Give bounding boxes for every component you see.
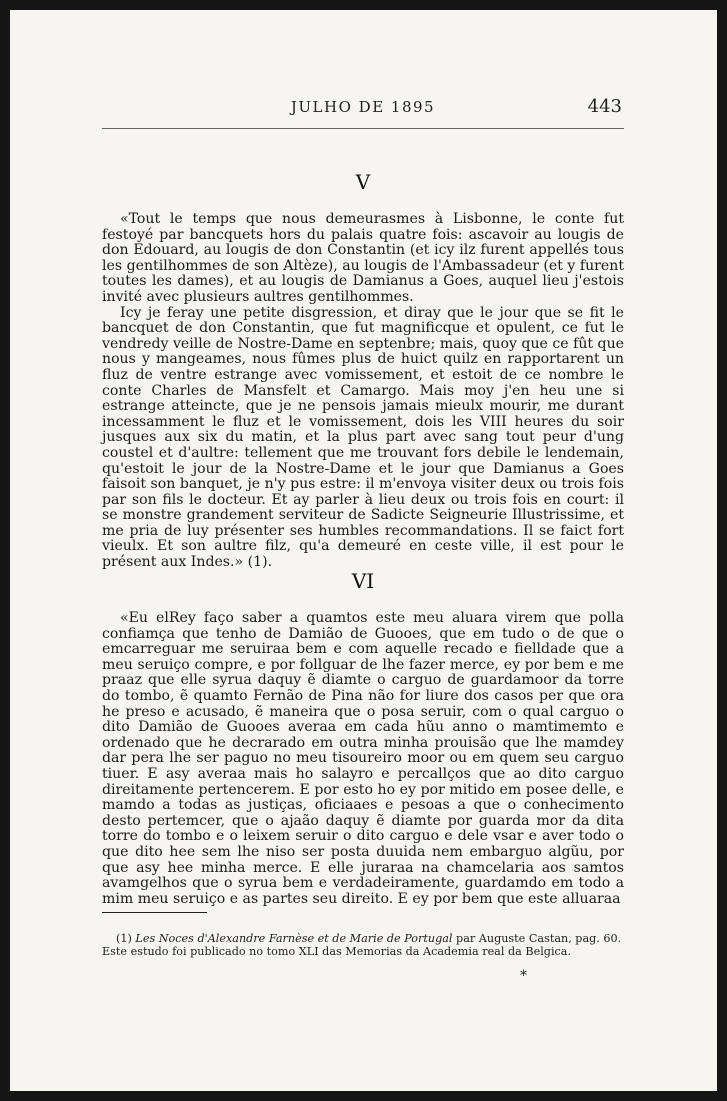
footnote-note: Este estudo foi publicado no tomo XLI das Memorias da Academia real da Belgica. [102,945,572,958]
paragraph: «Tout le temps que nous demeurasmes à Lisbonne, le conte fut festoyé par bancquets hors du palais quatre fois: ascavoir au lougis de don Edouard, au lougis de don Constantin (et icy ilz furent appellés tous les gentilhommes de son Altèze), au lougis de l'Ambassadeur (et y furent toutes les dames), et au lougis de Damianus a Goes, auquel lieu j'estois invité avec plusieurs aultres gentilhommes. [102,211,624,305]
section-heading-vi: VI [351,569,375,593]
footnote-marker: (1) [116,932,132,945]
signature-mark: * [520,968,527,984]
footnote [102,932,624,958]
paragraph: «Eu elRey faço saber a quamtos este meu aluara virem que polla confiamça que tenho de Damião de Guooes, que em tudo o de que o emcarreguar me seruiraa bem e com aquelle recado e fielldade que a meu seruiço compre, e por follguar de lhe fazer merce, ey por bem e me praaz que elle syrua daquy ẽ diamte o carguo de guardamoor da torre do tombo, ẽ quamto Fernão de Pina não for liure dos casos per que ora he preso e acusado, ẽ maneira que o posa seruir, com o qual carguo o dito Damião de Guooes averaa em cada hũu anno o mamtimemto e ordenado que he decrarado em outra minha prouisão que lhe mamdey dar pera lhe ser paguo no meu tisoureiro moor ou em quem seu carguo tiuer. E asy averaa mais ho salayro e percallços que ao dito carguo direitamente pertencerem. E por esto ho ey por mitido em posee delle, e mamdo a todas as justiças, oficiaaes e pesoas a que o conhecimento desto pertemcer, que o ajaão daquy ẽ diamte por guarda mor da dita torre do tombo e o leixem seruir o dito carguo e dele vsar e aver todo o que dito hee sem lhe niso ser posta duuida nem embarguo algũu, por que asy hee minha merce. E elle juraraa na chamcelaria aos samtos avamgelhos que o syrua bem e verdadeiramente, guardamdo em todo a mim meu seruiço e as partes seu direito. E ey por bem que este alluaraa [102,610,624,907]
section-v-text [102,212,624,571]
running-head-title: JULHO DE 1895 [290,98,436,116]
running-head [102,98,624,129]
paragraph: Icy je feray une petite disgression, et diray que le jour que se fit le bancquet de don Constantin, que fut magnificque et opulent, ce fut le vendredy veille de Nostre-Dame en septenbre; mais, quoy que ce fût que nous y mangeames, nous fûmes plus de huict quilz en rapportarent un fluz de ventre estrange avec vomissement, et estoit de ce nombre le conte Charles de Mansfelt et Camargo. Mais moy j'en heu une si estrange atteincte, que je ne pensois jamais mieulx mourir, me durant incessamment le fluz et le vomissement, dois les VIII heures du soir jusques aux six du matin, et la plus part avec sang tout peur d'ung coustel et d'aultre: tellement que me trouvant fors debile le lendemain, qu'estoit le jour de la Nostre-Dame et le jour que Damianus a Goes faisoit son banquet, je n'y pus estre: il m'envoya visiter deux ou trois fois par son fils le docteur. Et ay parler à lieu deux ou trois fois en court: il se monstre grandement serviteur de Sadicte Seigneurie Illustrissime, et me pria de luy présenter ses humbles recommandations. Il se faict fort vieulx. Et son aultre filz, qu'a demeuré en ceste ville, il est pour le présent aux Indes.» (1). [102,304,624,571]
section-vi-text [102,611,624,907]
footnote-book-title: Les Noces d'Alexandre Farnèse et de Marie de Portugal [135,932,453,945]
document-page [10,10,717,1091]
footnote-divider [102,912,207,913]
footnote-first-line [102,932,624,945]
footnote-author-ref: par Auguste Castan, pag. 60. [456,932,622,945]
page-number: 443 [587,96,622,117]
section-heading-v: V [355,170,371,194]
